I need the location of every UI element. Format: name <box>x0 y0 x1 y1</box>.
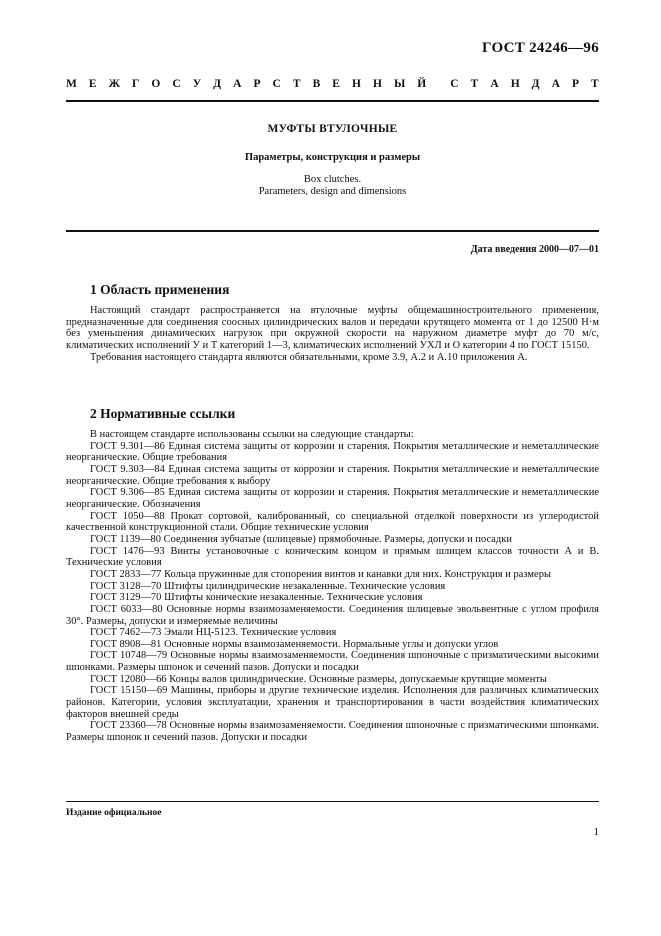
reference-paragraph: ГОСТ 3128—70 Штифты цилиндрические незакаленные. Технические условия <box>90 580 446 592</box>
reference-paragraph: ГОСТ 9.301—86 Единая система защиты от коррозии и старения. Покрытия металлические и неметаллические неорганические. Общие требования <box>66 440 599 464</box>
reference-paragraph: ГОСТ 6033—80 Основные нормы взаимозаменяемости. Соединения шлицевые эвольвентные с углом профиля 30°. Размеры, допуски и измеряемые величины <box>66 603 599 627</box>
interstate-letter: С <box>172 78 181 90</box>
interstate-letter: Д <box>531 78 540 90</box>
reference-paragraph: ГОСТ 15150—69 Машины, приборы и другие технические изделия. Исполнения для различных климатических районов. Категории, условия эксплуатации, хранения и транспортирования в части воздействия климатических факторов внешней среды <box>66 685 599 720</box>
interstate-letter: Й <box>417 78 427 90</box>
interstate-letter: Е <box>332 78 340 90</box>
interstate-letter: О <box>151 78 161 90</box>
interstate-letter: С <box>272 78 281 90</box>
reference-paragraph: ГОСТ 12080—66 Концы валов цилиндрические. Основные размеры, допускаемые крутящие моменты <box>90 673 547 685</box>
interstate-letter: Т <box>292 78 301 90</box>
english-title-line-2: Parameters, design and dimensions <box>258 186 407 197</box>
reference-paragraph: ГОСТ 3129—70 Штифты конические незакаленные. Технические условия <box>90 592 423 604</box>
interstate-letter: Н <box>510 78 520 90</box>
interstate-letter: Д <box>213 78 222 90</box>
footer-rule <box>66 801 599 802</box>
reference-paragraph: ГОСТ 1139—80 Соединения зубчатые (шлицевые) прямобочные. Размеры, допуски и посадки <box>90 533 512 545</box>
english-title-line-1: Box clutches. <box>303 174 362 185</box>
reference-paragraph: ГОСТ 7462—73 Эмали НЦ-5123. Технические условия <box>90 627 337 639</box>
interstate-letter: А <box>551 78 560 90</box>
reference-paragraph: ГОСТ 1476—93 Винты установочные с коническим концом и прямым шлицем классов точности А и В. Технические условия <box>66 545 599 569</box>
interstate-standard-banner <box>66 78 599 90</box>
interstate-letter: Т <box>470 78 479 90</box>
interstate-letter: А <box>233 78 242 90</box>
gost-number: ГОСТ 24246—96 <box>481 40 599 56</box>
page-number: 1 <box>593 826 599 838</box>
interstate-letter: С <box>450 78 459 90</box>
section-heading-references: 2 Нормативные ссылки <box>90 406 236 421</box>
interstate-letter: Г <box>132 78 140 90</box>
scope-paragraph: Настоящий стандарт распространяется на втулочные муфты общемашиностроительного применения, предназначенные для соединения соосных цилиндрических валов и передачи крутящего момента от 1 до 12500 Н·м без уменьшения динамических нагрузок при окружной скорости на наружном диаметре муфт до 70 м/с, климатических исполнений У и Т категорий 1—3, климатических исполнений УХЛ и О категории 4 по ГОСТ 15150. <box>66 305 599 351</box>
reference-paragraph: ГОСТ 9.303—84 Единая система защиты от коррозии и старения. Покрытия металлические и неметаллические неорганические. Общие требования к выбору <box>66 463 599 487</box>
interstate-letter: Т <box>591 78 599 90</box>
english-title <box>66 174 599 198</box>
interstate-letter: У <box>192 78 202 90</box>
section-scope <box>66 283 599 363</box>
reference-paragraph: ГОСТ 1050—88 Прокат сортовой, калиброванный, со специальной отделкой поверхности из углеродистой качественной конструкционной стали. Общие технические условия <box>66 510 599 534</box>
title-rule-thick <box>66 230 599 232</box>
reference-paragraph: ГОСТ 9.306—85 Единая система защиты от коррозии и старения. Покрытия металлические и неметаллические неорганические. Обозначения <box>66 487 599 510</box>
scope-paragraph: Требования настоящего стандарта являются обязательными, кроме 3.9, А.2 и А.10 приложения А. <box>90 351 528 363</box>
reference-paragraph: В настоящем стандарте использованы ссылки на следующие стандарты: <box>90 429 414 440</box>
reference-paragraph: ГОСТ 23360—78 Основные нормы взаимозаменяемости. Соединения шпоночные с призматическими шпонками. Размеры шпонок и сечений пазов. Допуски и посадки <box>66 720 599 744</box>
introduction-date: Дата введения 2000—07—01 <box>470 244 599 255</box>
interstate-letter: Ж <box>108 78 120 90</box>
interstate-letter: Р <box>253 78 261 90</box>
document-title: МУФТЫ ВТУЛОЧНЫЕ <box>267 123 398 135</box>
reference-paragraph: ГОСТ 8908—81 Основные нормы взаимозаменяемости. Нормальные углы и допуски углов <box>90 638 499 650</box>
document-subtitle: Параметры, конструкция и размеры <box>244 152 421 163</box>
interstate-letter: В <box>312 78 321 90</box>
interstate-letter: М <box>66 78 77 90</box>
interstate-letter: Н <box>351 78 361 90</box>
interstate-letter: Н <box>372 78 382 90</box>
title-block <box>66 123 599 198</box>
reference-paragraph: ГОСТ 10748—79 Основные нормы взаимозаменяемости. Соединения шпоночные с призматическими высокими шпонками. Размеры шпонок и сечений пазов. Допуски и посадки <box>66 650 599 674</box>
edition-note: Издание официальное <box>66 808 162 818</box>
interstate-letter: Р <box>571 78 579 90</box>
interstate-letter: Ы <box>393 78 406 90</box>
reference-paragraph: ГОСТ 2833—77 Кольца пружинные для стопорения винтов и канавки для них. Конструкция и размеры <box>90 568 551 580</box>
section-heading-scope: 1 Область применения <box>90 282 230 297</box>
interstate-letter: Е <box>88 78 97 90</box>
section-references <box>66 407 599 744</box>
interstate-letter: А <box>490 78 499 90</box>
header-rule <box>66 100 599 102</box>
